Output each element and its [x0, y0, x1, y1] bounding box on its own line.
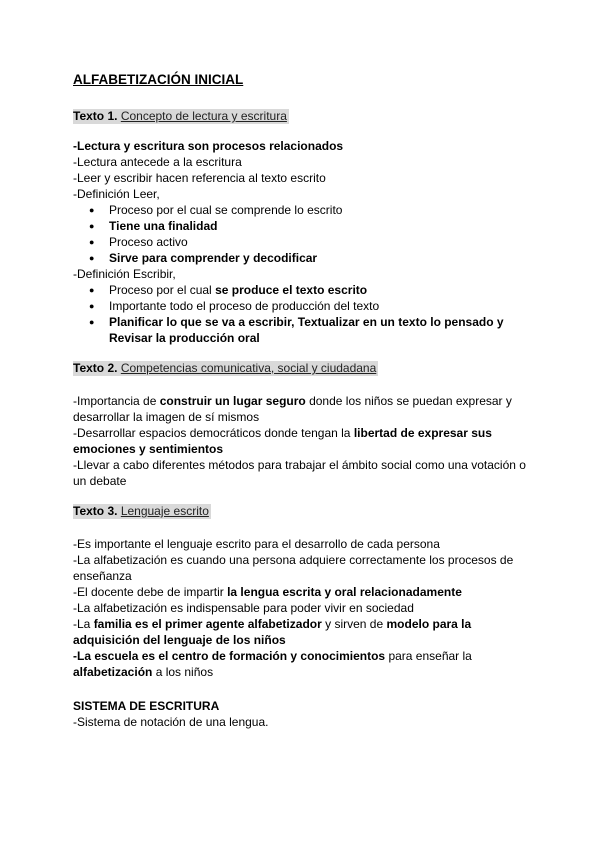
section-heading — [73, 504, 211, 519]
text-span: y sirven de — [321, 617, 387, 631]
text-span: Proceso por el cual — [109, 283, 216, 297]
text-line: -Definición Leer, — [73, 187, 160, 201]
text-span-bold: libertad de expresar sus emociones y sentimientos — [73, 426, 492, 456]
text-span-bold: la lengua escrita y oral relacionadamente — [227, 585, 462, 599]
text-span-bold: familia es el primer agente alfabetizador — [93, 617, 322, 631]
text-line: -Lectura antecede a la escritura — [73, 155, 242, 169]
list-item: ● Sirve para comprender y decodificar — [109, 250, 533, 266]
list-item — [109, 282, 533, 298]
list-item: ● Proceso por el cual se comprende lo escrito — [109, 202, 533, 218]
text-span: para enseñar la — [385, 649, 472, 663]
section-label: Texto 3. — [73, 504, 118, 518]
text-paragraph: -Es importante el lenguaje escrito para el desarrollo de cada persona — [73, 537, 440, 551]
section-texto-1 — [73, 109, 533, 346]
section-subtitle: Lenguaje escrito — [120, 504, 209, 518]
text-paragraph — [73, 425, 533, 457]
text-paragraph — [73, 648, 533, 680]
text-paragraph — [73, 584, 533, 600]
text-span: -La — [73, 617, 94, 631]
text-span-bold: -La escuela es el centro de formación y conocimientos — [73, 649, 386, 663]
text-line: -Lectura y escritura son procesos relacionados — [73, 139, 344, 153]
list-item: ● Planificar lo que se va a escribir, Textualizar en un texto lo pensado y Revisar la producción oral — [109, 314, 533, 346]
text-span-bold: modelo para la adquisición del lenguaje de los niños — [73, 617, 472, 647]
document-page — [73, 70, 533, 730]
text-line: -Leer y escribir hacen referencia al texto escrito — [73, 171, 326, 185]
bullet-list-leer — [73, 202, 533, 266]
text-span: -Importancia de — [73, 394, 160, 408]
page-title: ALFABETIZACIÓN INICIAL — [73, 72, 244, 87]
section-heading — [73, 361, 378, 376]
text-paragraph: -Llevar a cabo diferentes métodos para trabajar el ámbito social como una votación o un debate — [73, 458, 526, 488]
section-texto-2 — [73, 361, 533, 489]
text-span: -Desarrollar espacios democráticos donde tengan la — [73, 426, 354, 440]
section-label: Texto 1. — [73, 109, 118, 123]
text-line: -Definición Escribir, — [73, 267, 176, 281]
bullet-list-escribir — [73, 282, 533, 346]
text-span: -El docente debe de impartir — [73, 585, 228, 599]
section-heading — [73, 109, 289, 124]
text-paragraph — [73, 393, 533, 425]
list-item: ● Tiene una finalidad — [109, 218, 533, 234]
text-span-bold: alfabetización — [73, 665, 153, 679]
section-texto-3 — [73, 504, 533, 680]
text-span: a los niños — [152, 665, 214, 679]
text-paragraph — [73, 616, 533, 648]
section-subtitle: Competencias comunicativa, social y ciudadana — [120, 361, 377, 375]
text-span-bold: construir un lugar seguro — [159, 394, 306, 408]
list-item: ● Importante todo el proceso de producción del texto — [109, 298, 533, 314]
text-span: donde los niños se puedan expresar y desarrollar la imagen de sí mismos — [73, 394, 512, 424]
text-paragraph: -Sistema de notación de una lengua. — [73, 715, 269, 729]
section-label: Texto 2. — [73, 361, 118, 375]
section-sistema — [73, 698, 533, 730]
text-paragraph: -La alfabetización es indispensable para poder vivir en sociedad — [73, 601, 414, 615]
list-item: ● Proceso activo — [109, 234, 533, 250]
section-subtitle: Concepto de lectura y escritura — [120, 109, 287, 123]
text-paragraph: -La alfabetización es cuando una persona adquiere correctamente los procesos de enseñanza — [73, 553, 514, 583]
section-heading-sistema: SISTEMA DE ESCRITURA — [73, 699, 220, 713]
text-span-bold: se produce el texto escrito — [215, 283, 368, 297]
